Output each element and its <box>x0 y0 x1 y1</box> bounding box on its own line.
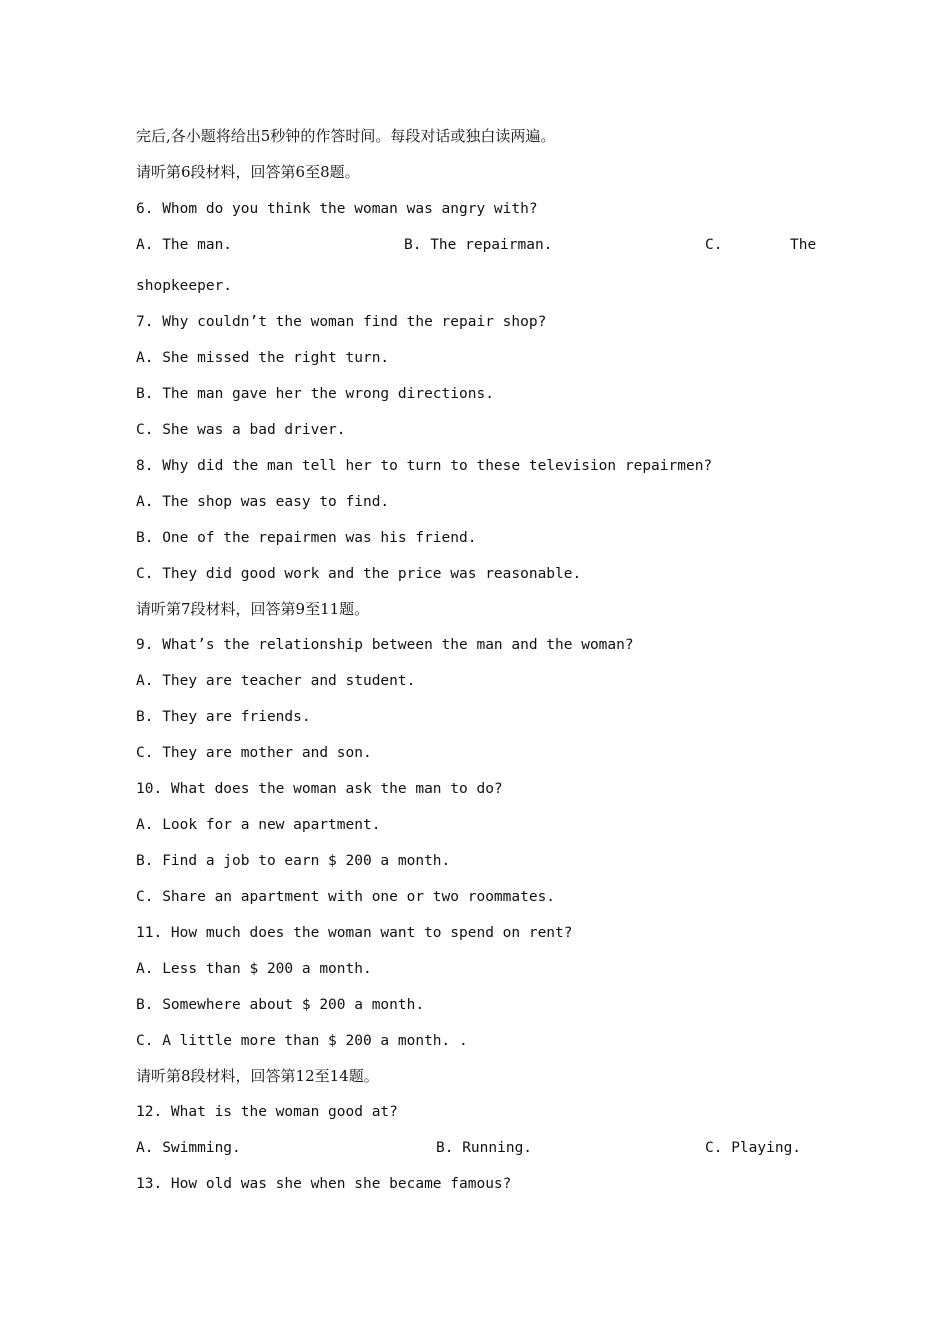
q8-option-b: B. One of the repairmen was his friend. <box>136 530 477 546</box>
q11-option-c: C. A little more than $ 200 a month. . <box>136 1033 468 1049</box>
q9-option-b: B. They are friends. <box>136 709 311 725</box>
question-12: 12. What is the woman good at? <box>136 1104 398 1120</box>
q8-option-c: C. They did good work and the price was reasonable. <box>136 566 582 582</box>
q11-option-b: B. Somewhere about $ 200 a month. <box>136 997 425 1013</box>
q7-option-a: A. She missed the right turn. <box>136 350 390 366</box>
question-10: 10. What does the woman ask the man to do? <box>136 781 503 797</box>
question-13: 13. How old was she when she became famous? <box>136 1176 512 1192</box>
q7-option-b: B. The man gave her the wrong directions. <box>136 386 494 402</box>
section-8-instruction: 请听第8段材料，回答第12至14题。 <box>136 1067 379 1085</box>
question-8: 8. Why did the man tell her to turn to these television repairmen? <box>136 458 713 474</box>
section-7-instruction: 请听第7段材料，回答第9至11题。 <box>136 600 370 618</box>
q12-option-a: A. Swimming. <box>136 1140 241 1156</box>
q6-option-a: A. The man. <box>136 237 233 253</box>
question-9: 9. What’s the relationship between the man and the woman? <box>136 637 634 653</box>
q12-option-b: B. Running. <box>436 1140 533 1156</box>
q6-option-c-continued: shopkeeper. <box>136 278 233 294</box>
q6-option-c-word: The <box>790 237 817 253</box>
q8-option-a: A. The shop was easy to find. <box>136 494 390 510</box>
q9-option-c: C. They are mother and son. <box>136 745 372 761</box>
q6-option-c: C. <box>705 237 723 253</box>
intro-text: 完后,各小题将给出5秒钟的作答时间。每段对话或独白读两遍。 <box>136 127 556 145</box>
question-6: 6. Whom do you think the woman was angry with? <box>136 201 538 217</box>
q9-option-a: A. They are teacher and student. <box>136 673 416 689</box>
q12-option-c: C. Playing. <box>705 1140 802 1156</box>
q11-option-a: A. Less than $ 200 a month. <box>136 961 372 977</box>
q6-option-b: B. The repairman. <box>404 237 553 253</box>
question-11: 11. How much does the woman want to spend on rent? <box>136 925 573 941</box>
question-7: 7. Why couldn’t the woman find the repair shop? <box>136 314 547 330</box>
q10-option-a: A. Look for a new apartment. <box>136 817 381 833</box>
section-6-instruction: 请听第6段材料，回答第6至8题。 <box>136 163 360 181</box>
q7-option-c: C. She was a bad driver. <box>136 422 346 438</box>
q10-option-c: C. Share an apartment with one or two roommates. <box>136 889 556 905</box>
q10-option-b: B. Find a job to earn $ 200 a month. <box>136 853 451 869</box>
